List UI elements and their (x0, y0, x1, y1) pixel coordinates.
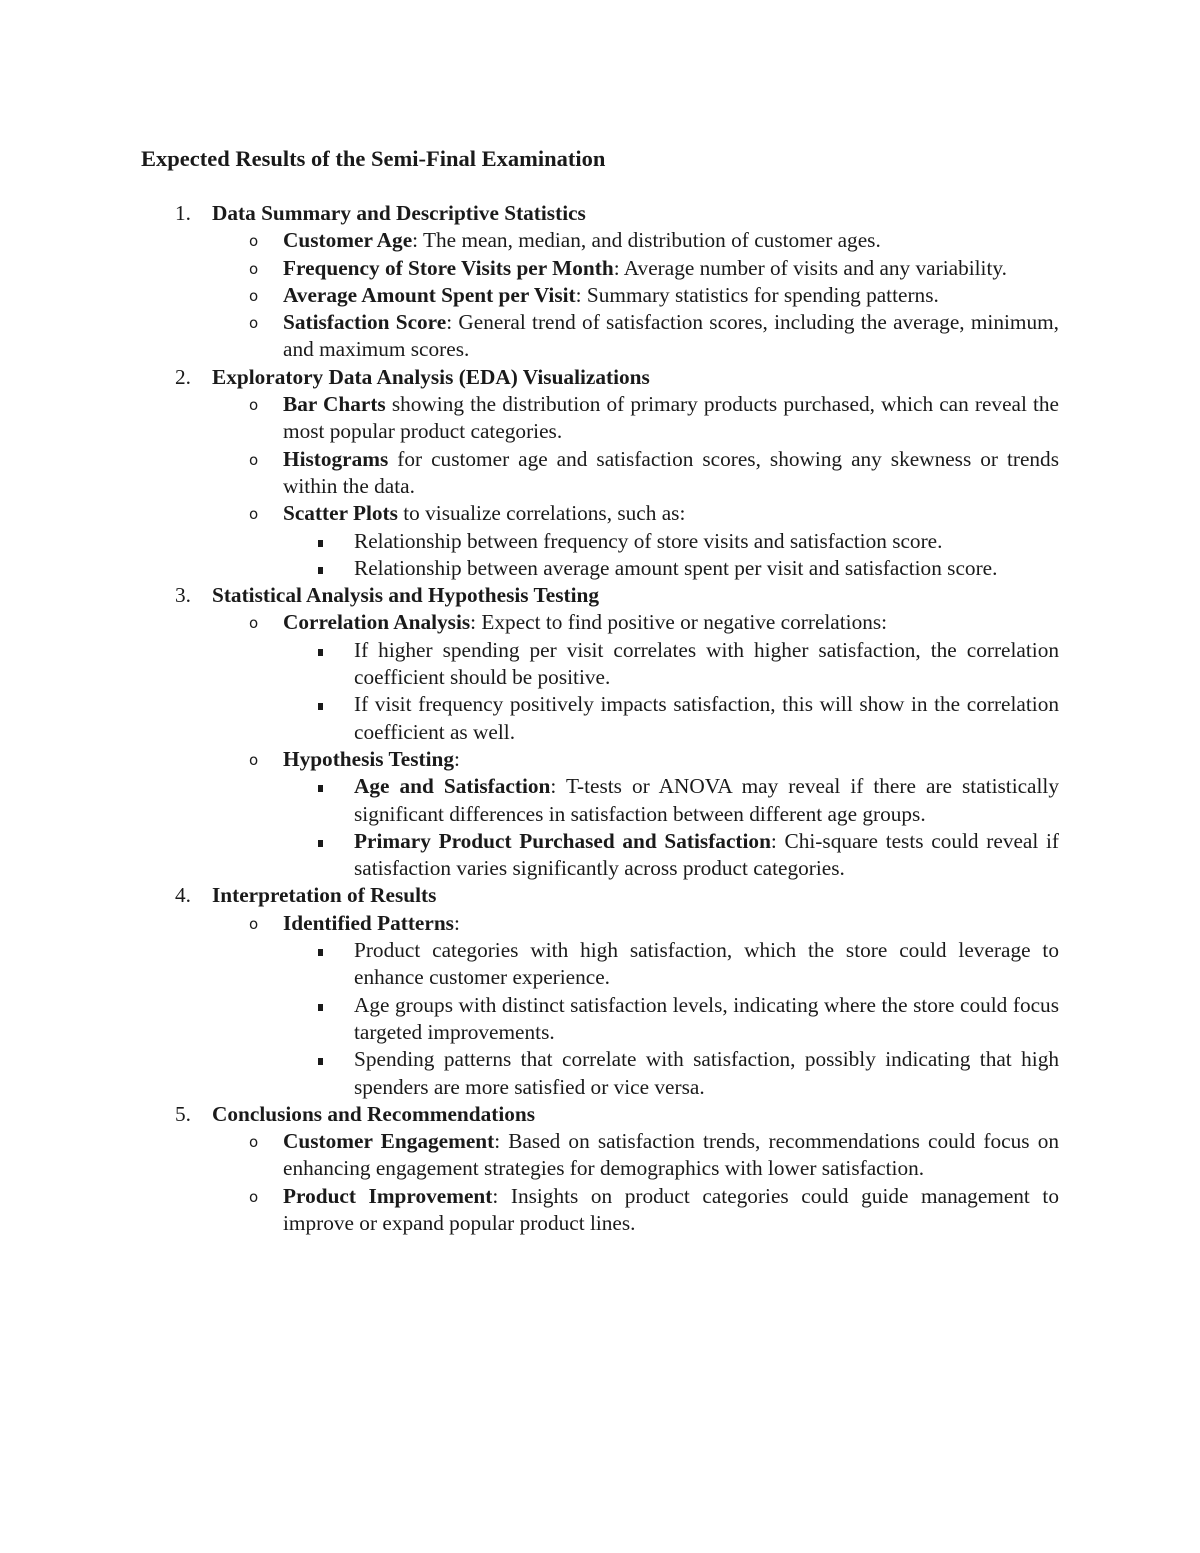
item-term: Customer Age (283, 228, 413, 253)
circle-bullet-icon: o (249, 914, 259, 933)
subitem-content (354, 992, 1059, 1047)
circle-bullet-icon: o (249, 1187, 259, 1206)
item-term: Bar Charts (283, 392, 386, 417)
section-3 (141, 582, 1059, 882)
sub-list-item (283, 937, 1059, 992)
item-text: : Expect to find positive or negative correlations: (470, 610, 888, 635)
item-term: Product Improvement (283, 1183, 493, 1208)
item-term: Customer Engagement (283, 1129, 495, 1154)
item-term: Scatter Plots (283, 501, 398, 526)
subitem-content (354, 637, 1059, 692)
square-bullet-icon (318, 1058, 323, 1065)
subitem-content (354, 691, 1059, 746)
item-term: Age and Satisfaction (354, 774, 551, 799)
section-title: Interpretation of Results (212, 883, 437, 908)
item-text: to visualize correlations, such as: (397, 501, 686, 526)
list-item (141, 309, 1059, 364)
section-number: 5. (175, 1101, 191, 1126)
item-content (212, 391, 1059, 446)
item-content (212, 1128, 1059, 1183)
item-content (212, 910, 1059, 937)
section-title: Conclusions and Recommendations (212, 1101, 536, 1126)
item-term: Hypothesis Testing (283, 746, 455, 771)
document-body (141, 200, 1059, 1237)
section-title: Data Summary and Descriptive Statistics (212, 201, 586, 225)
sub-list-item (283, 555, 1059, 582)
item-term: Correlation Analysis (283, 610, 471, 635)
circle-bullet-icon: o (249, 450, 259, 469)
subitem-content (354, 528, 1059, 555)
section-number: 2. (175, 364, 191, 389)
item-text: : The mean, median, and distribution of customer ages. (412, 228, 881, 253)
item-text: : T-tests or ANOVA may reveal if there are statistically significant differences in satisfaction between different age groups. (354, 774, 1059, 826)
circle-bullet-icon: o (249, 259, 259, 278)
subitem-list (283, 937, 1059, 1101)
square-bullet-icon (318, 567, 323, 574)
item-text: for customer age and satisfaction scores, showing any skewness or trends within the data. (283, 446, 1059, 498)
section-2 (141, 364, 1059, 582)
subitem-content (354, 555, 1059, 582)
square-bullet-icon (318, 785, 323, 792)
square-bullet-icon (318, 703, 323, 710)
sub-list-item (283, 528, 1059, 555)
subitem-list (283, 773, 1059, 882)
document-title: Expected Results of the Semi-Final Examination (141, 146, 606, 171)
item-text: If higher spending per visit correlates with higher satisfaction, the correlation coefficient should be positive. (354, 637, 1059, 690)
sub-list-item (283, 828, 1059, 883)
circle-bullet-icon: o (249, 232, 259, 251)
sub-list-item (283, 637, 1059, 692)
subitem-content (354, 773, 1059, 828)
list-item (141, 1183, 1059, 1238)
subitem-content (354, 937, 1059, 992)
sub-list-item (283, 773, 1059, 828)
sub-list-item (283, 691, 1059, 746)
item-content (212, 746, 1059, 773)
item-content (212, 500, 1059, 527)
item-text: Product categories with high satisfaction, which the store could leverage to enhance customer experience. (354, 938, 1059, 990)
section-4 (141, 882, 1059, 1100)
circle-bullet-icon: o (249, 286, 259, 305)
circle-bullet-icon: o (249, 505, 259, 524)
item-text: showing the distribution of primary products purchased, which can reveal the most popular product categories. (283, 392, 1060, 444)
item-text: Relationship between average amount spent per visit and satisfaction score. (354, 555, 998, 580)
item-term: Satisfaction Score (283, 310, 447, 335)
circle-bullet-icon: o (249, 614, 259, 633)
sub-list-item (283, 992, 1059, 1047)
list-item (141, 255, 1059, 282)
item-content (212, 255, 1059, 282)
item-text: : (454, 746, 460, 771)
square-bullet-icon (318, 1004, 323, 1011)
item-term: Average Amount Spent per Visit (283, 282, 576, 307)
subitem-content (354, 1046, 1059, 1101)
list-item (141, 282, 1059, 309)
item-term: Primary Product Purchased and Satisfaction (354, 828, 771, 853)
item-list (212, 910, 1059, 1101)
item-term: Frequency of Store Visits per Month (283, 255, 614, 280)
list-item (141, 446, 1059, 501)
subitem-content (354, 828, 1059, 883)
circle-bullet-icon: o (249, 1133, 259, 1152)
list-item (141, 227, 1059, 254)
item-text: : Based on satisfaction trends, recommendations could focus on enhancing engagement strategies for demographics with lower satisfaction. (283, 1129, 1059, 1181)
section-number: 3. (175, 583, 191, 608)
item-text: Relationship between frequency of store visits and satisfaction score. (354, 528, 943, 553)
item-list (212, 1128, 1059, 1237)
item-content (212, 309, 1059, 364)
list-item (141, 500, 1059, 582)
item-text: Age groups with distinct satisfaction levels, indicating where the store could focus targeted improvements. (354, 992, 1059, 1044)
list-item (141, 609, 1059, 745)
item-list (212, 391, 1059, 582)
item-content (212, 227, 1059, 254)
item-content (212, 446, 1059, 501)
square-bullet-icon (318, 840, 323, 847)
section-1 (141, 200, 1059, 364)
square-bullet-icon (318, 949, 323, 956)
section-title: Statistical Analysis and Hypothesis Testing (212, 583, 599, 608)
list-item (141, 746, 1059, 882)
item-content (212, 609, 1059, 636)
square-bullet-icon (318, 540, 323, 547)
item-text: : (453, 910, 460, 935)
section-title: Exploratory Data Analysis (EDA) Visualizations (212, 364, 650, 389)
item-list (212, 227, 1059, 363)
section-5 (141, 1101, 1059, 1237)
item-term: Identified Patterns (283, 910, 454, 935)
circle-bullet-icon: o (249, 750, 259, 769)
subitem-list (283, 637, 1059, 746)
item-text: Spending patterns that correlate with satisfaction, possibly indicating that high spenders are more satisfied or vice versa. (354, 1047, 1059, 1099)
sub-list-item (283, 1046, 1059, 1101)
item-text: : Chi-square tests could reveal if satisfaction varies significantly across product categories. (354, 828, 1059, 881)
item-text: : Insights on product categories could guide management to improve or expand popular product lines. (283, 1183, 1059, 1235)
item-text: : General trend of satisfaction scores, including the average, minimum, and maximum scores. (283, 310, 1060, 362)
item-text: If visit frequency positively impacts satisfaction, this will show in the correlation coefficient as well. (354, 692, 1059, 744)
circle-bullet-icon: o (249, 314, 259, 333)
item-term: Histograms (283, 446, 389, 471)
subitem-list (283, 528, 1059, 583)
section-number: 1. (175, 201, 191, 225)
list-item (141, 391, 1059, 446)
square-bullet-icon (318, 649, 323, 656)
section-list (141, 200, 1059, 1237)
item-text: : Summary statistics for spending patterns. (575, 282, 939, 307)
item-content (212, 282, 1059, 309)
item-list (212, 609, 1059, 882)
item-text: : Average number of visits and any variability. (613, 255, 1007, 280)
section-number: 4. (175, 883, 191, 908)
list-item (141, 1128, 1059, 1183)
list-item (141, 910, 1059, 1101)
item-content (212, 1183, 1059, 1238)
circle-bullet-icon: o (249, 396, 259, 415)
